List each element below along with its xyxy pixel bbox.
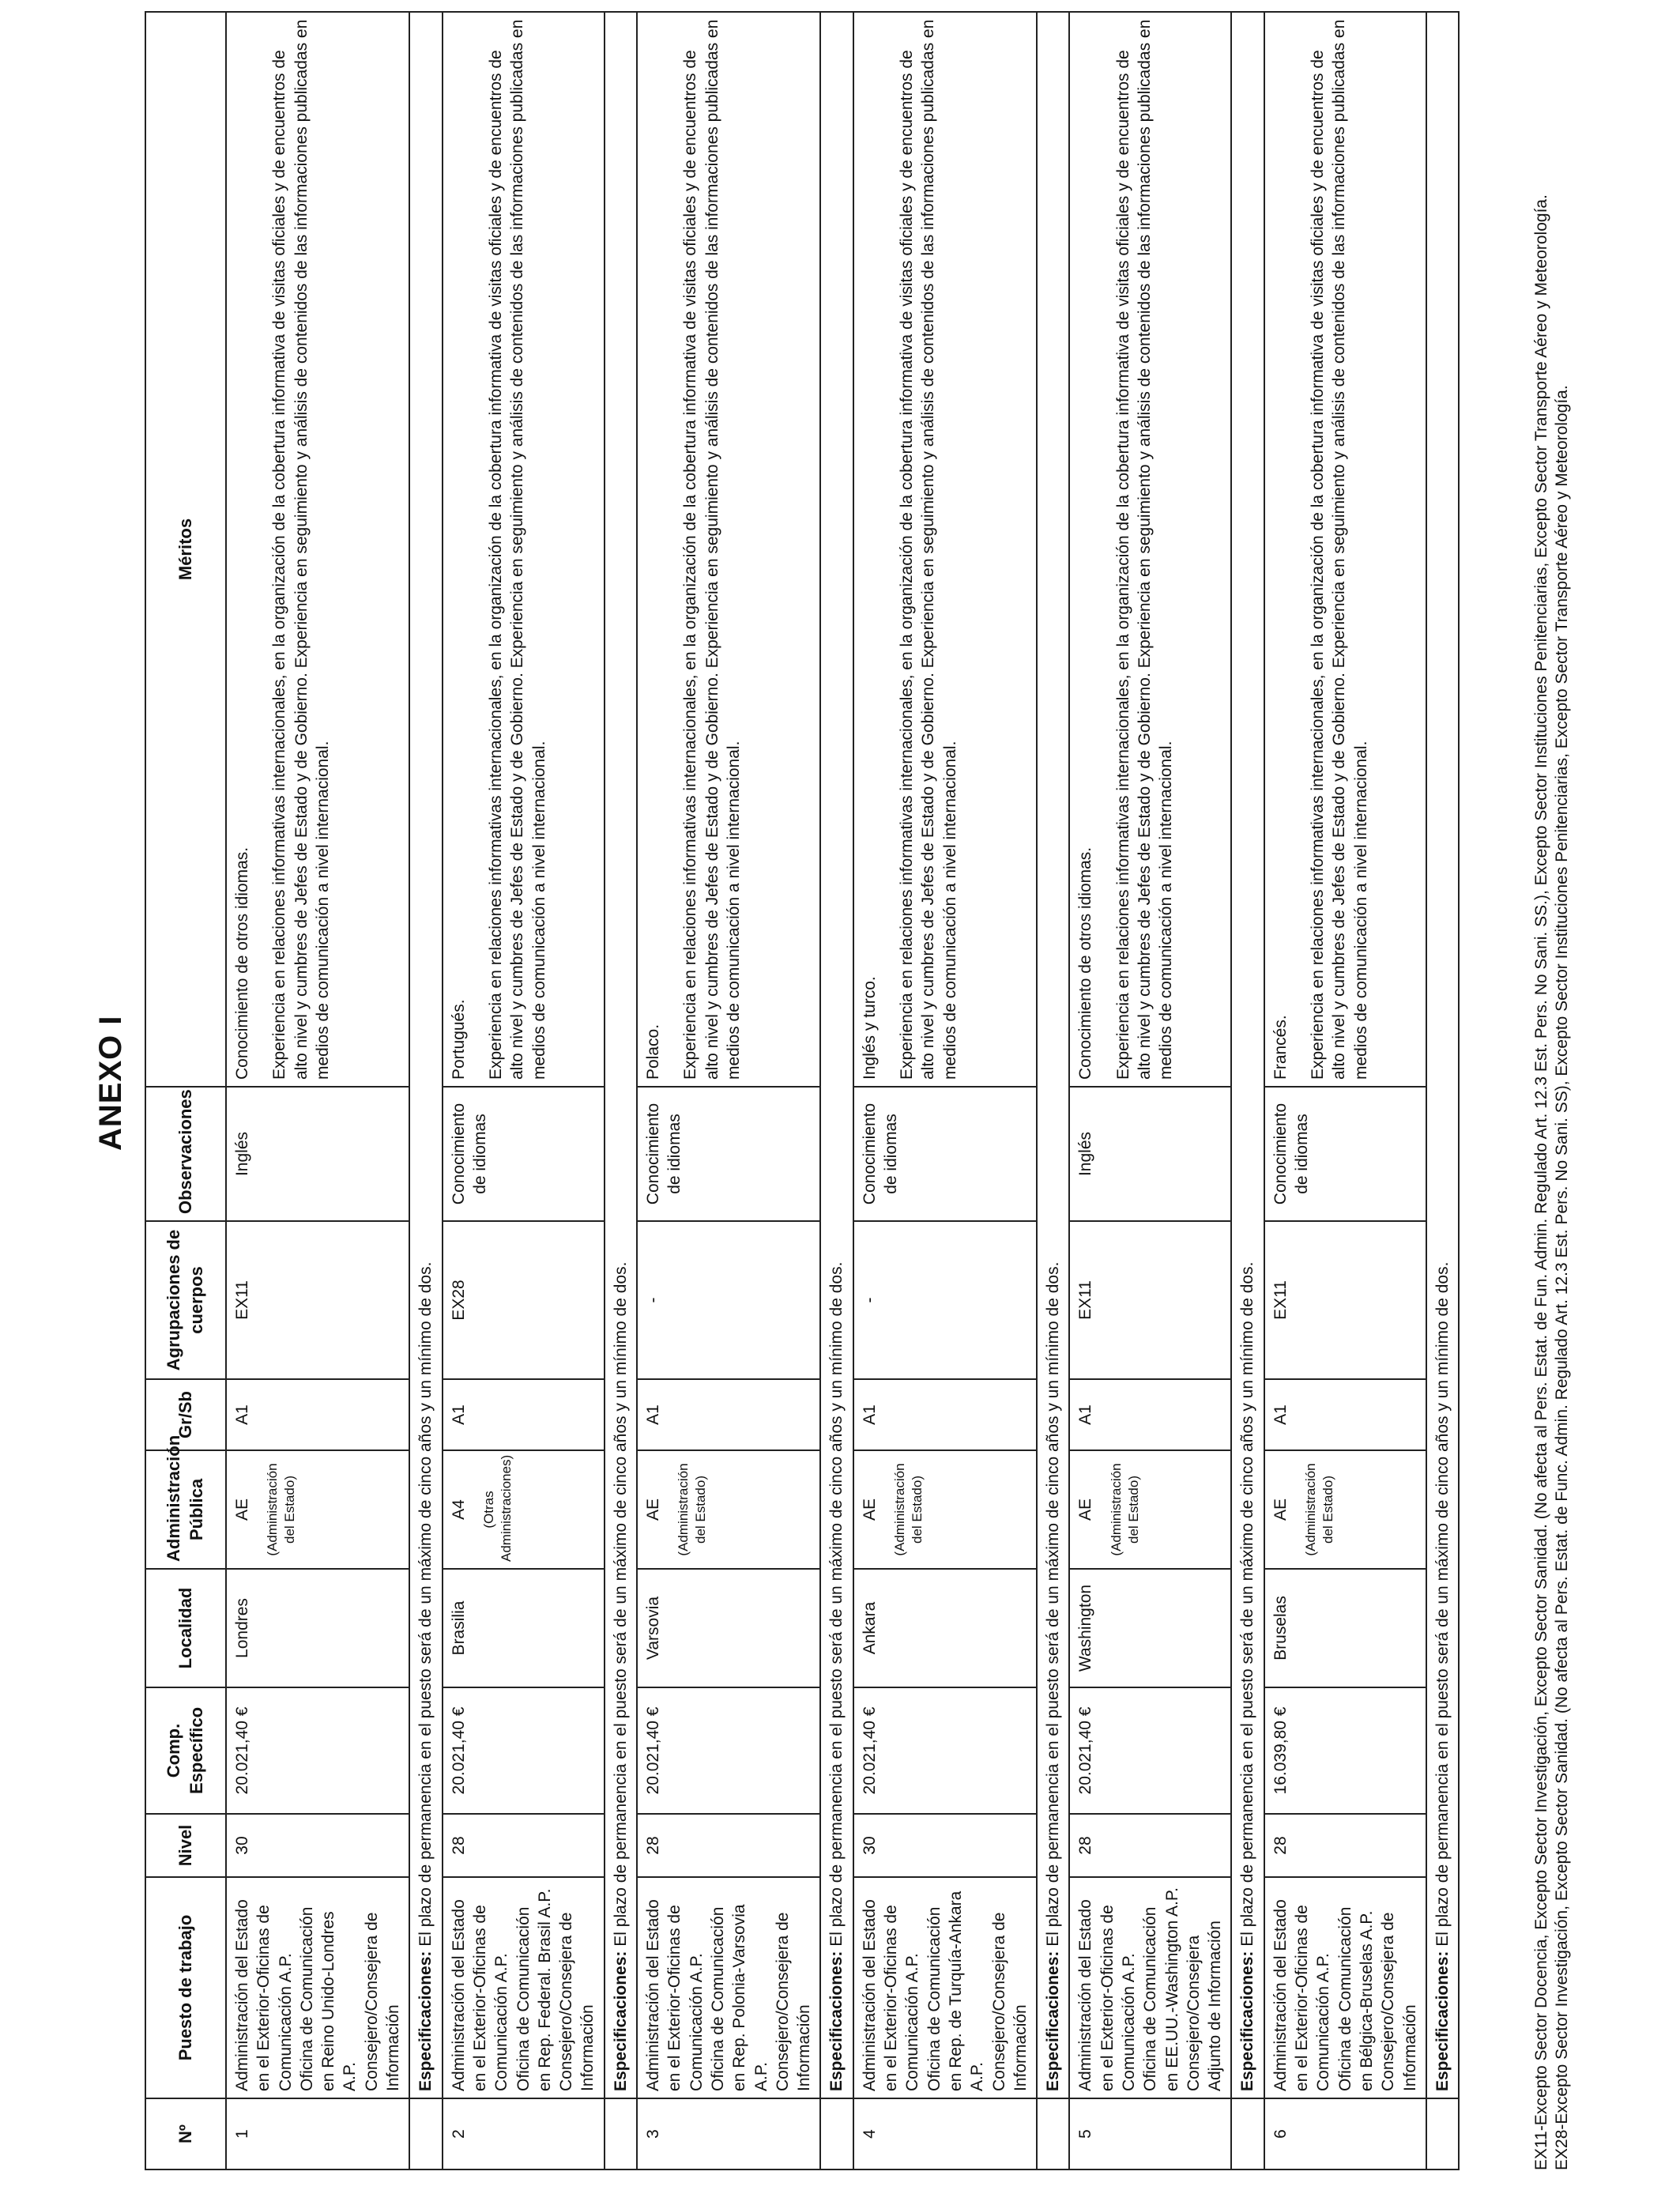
cell-meritos [637,12,820,1087]
cell-puesto [853,1877,1037,2098]
merit-language: Portugués. [449,999,468,1080]
cell-no: 4 [853,2098,1037,2169]
puesto-line-2: Oficina de Comunicación en Rep. de Turquía-Ankara A.P. [925,1891,987,2091]
spec-label: Especificaciones: [416,1951,435,2091]
puesto-line-1: Administración del Estado en el Exterior-Oficinas de Comunicación A.P. [644,1899,706,2091]
spec-row [1037,12,1069,2169]
admin-sub: (Administración del Estado) [265,1463,298,1556]
admin-sub: (Administración del Estado) [1303,1463,1336,1556]
cell-admin [637,1450,820,1569]
cell-localidad: Varsovia [637,1569,820,1687]
puesto-line-1: Administración del Estado en el Exterior-Oficinas de Comunicación A.P. [1076,1899,1138,2091]
header-row [145,12,226,2169]
cell-comp: 20.021,40 € [443,1687,605,1814]
cell-localidad: Ankara [853,1569,1037,1687]
spec-cell [1426,12,1459,2098]
cell-grsb: A1 [853,1379,1037,1450]
cell-obs: Conocimiento de idiomas [853,1087,1037,1221]
admin-code: A4 [449,1499,468,1520]
spec-cell [605,12,637,2098]
cell-meritos [1264,12,1426,1087]
header-obs: Observaciones [145,1087,226,1221]
spec-text: El plazo de permanencia en el puesto será de un máximo de cinco años y un mínimo de dos. [1433,1261,1452,1951]
table-row [637,12,820,2169]
page-title: ANEXO I [93,1015,128,1151]
table-row [443,12,605,2169]
table-row [853,12,1037,2169]
cell-obs: Inglés [1069,1087,1231,1221]
footnote-ex11: EX11-Excepto Sector Docencia, Excepto Sector Investigación, Excepto Sector Sanidad. (No afecta al Pers. Estat. de Fun. Admin. Regulado Art. 12.3 Est. Pers. No Sani. SS.), Excepto Sector Instituciones Penitenciarias, Excepto Sector Transporte Aéreo y Meteorología. [1532,194,1550,2170]
puesto-line-1: Administración del Estado en el Exterior-Oficinas de Comunicación A.P. [1271,1899,1333,2091]
spec-cell [1037,12,1069,2098]
cell-nivel: 28 [637,1814,820,1877]
spec-row [605,12,637,2169]
cell-meritos [226,12,409,1087]
cell-comp: 20.021,40 € [853,1687,1037,1814]
footnote-ex28: EX28-Excepto Sector Investigación, Excepto Sector Sanidad. (No afecta al Pers. Estat. de Func. Admin. Regulado Art. 12.3 Est. Pers. No Sani. SS), Excepto Sector Instituciones Penitenciarias, Excepto Sector Transporte Aéreo y Meteorología. [1553,385,1572,2170]
cell-comp: 20.021,40 € [226,1687,409,1814]
puesto-line-2: Oficina de Comunicación en Rep. Polonia-Varsovia A.P. [708,1904,770,2091]
header-meritos: Méritos [145,12,226,1087]
cell-no: 2 [443,2098,605,2169]
cell-meritos [1069,12,1231,1087]
merit-experience: Experiencia en relaciones informativas internacionales, en la organización de la cobertura informativa de visitas oficiales y de encuentros de alto nivel y cumbres de Jefes de Estado y de Gobierno. Experiencia en seguimiento y análisis de contenidos de las informaciones publicadas en medios de comunicación a nivel internacional. [1113,19,1176,1080]
puesto-line-2: Oficina de Comunicación en Bélgica-Bruselas A.P. [1335,1906,1376,2091]
cell-localidad: Brasilia [443,1569,605,1687]
spec-blank [1426,2098,1459,2169]
puesto-line-1: Administración del Estado en el Exterior-Oficinas de Comunicación A.P. [449,1899,511,2091]
puesto-line-3: Consejero/Consejera de Información [362,1912,403,2091]
admin-code: AE [1271,1498,1290,1521]
admin-code: AE [860,1498,879,1521]
cell-agrup: EX28 [443,1221,605,1379]
cell-agrup: - [853,1221,1037,1379]
header-puesto: Puesto de trabajo [145,1877,226,2098]
spec-row [409,12,442,2169]
puesto-line-3: Consejero/Consejera de Información [557,1912,597,2091]
cell-meritos [853,12,1037,1087]
spec-label: Especificaciones: [1433,1951,1452,2091]
puesto-line-3: Consejero/Consejera de Información [773,1912,814,2091]
cell-nivel: 28 [443,1814,605,1877]
spec-blank [1231,2098,1264,2169]
cell-comp: 20.021,40 € [637,1687,820,1814]
cell-admin [1069,1450,1231,1569]
spec-cell [1231,12,1264,2098]
puesto-line-1: Administración del Estado en el Exterior-Oficinas de Comunicación A.P. [860,1899,922,2091]
header-agrup: Agrupaciones de cuerpos [145,1221,226,1379]
merit-language: Francés. [1271,1015,1290,1080]
cell-grsb: A1 [226,1379,409,1450]
cell-agrup: EX11 [1069,1221,1231,1379]
header-nivel: Nivel [145,1814,226,1877]
spec-label: Especificaciones: [1238,1951,1257,2091]
cell-localidad: Washington [1069,1569,1231,1687]
puesto-line-1: Administración del Estado en el Exterior-Oficinas de Comunicación A.P. [233,1899,295,2091]
cell-obs: Conocimiento de idiomas [637,1087,820,1221]
spec-text: El plazo de permanencia en el puesto será de un máximo de cinco años y un mínimo de dos. [416,1261,435,1951]
spec-label: Especificaciones: [827,1951,846,2091]
cell-agrup: EX11 [1264,1221,1426,1379]
header-localidad: Localidad [145,1569,226,1687]
cell-puesto [1264,1877,1426,2098]
spec-blank [1037,2098,1069,2169]
merit-experience: Experiencia en relaciones informativas internacionales, en la organización de la cobertura informativa de visitas oficiales y de encuentros de alto nivel y cumbres de Jefes de Estado y de Gobierno. Experiencia en seguimiento y análisis de contenidos de las informaciones publicadas en medios de comunicación a nivel internacional. [486,19,548,1080]
header-grsb: Gr/Sb [145,1379,226,1450]
header-admin: Administración Pública [145,1450,226,1569]
table-row [226,12,409,2169]
cell-nivel: 28 [1264,1814,1426,1877]
spec-text: El plazo de permanencia en el puesto será de un máximo de cinco años y un mínimo de dos. [1238,1261,1257,1951]
spec-label: Especificaciones: [611,1951,630,2091]
cell-nivel: 28 [1069,1814,1231,1877]
spec-row [820,12,853,2169]
merit-experience: Experiencia en relaciones informativas internacionales, en la organización de la cobertura informativa de visitas oficiales y de encuentros de alto nivel y cumbres de Jefes de Estado y de Gobierno. Experiencia en seguimiento y análisis de contenidos de las informaciones publicadas en medios de comunicación a nivel internacional. [681,19,743,1080]
cell-grsb: A1 [1264,1379,1426,1450]
puesto-line-2: Oficina de Comunicación en Rep. Federal. Brasil A.P. [514,1888,554,2091]
cell-puesto [637,1877,820,2098]
merit-experience: Experiencia en relaciones informativas internacionales, en la organización de la cobertura informativa de visitas oficiales y de encuentros de alto nivel y cumbres de Jefes de Estado y de Gobierno. Experiencia en seguimiento y análisis de contenidos de las informaciones publicadas en medios de comunicación a nivel internacional. [898,19,959,1080]
merit-language: Inglés y turco. [860,976,879,1080]
cell-no: 1 [226,2098,409,2169]
spec-row [1426,12,1459,2169]
cell-puesto [1069,1877,1231,2098]
cell-obs: Conocimiento de idiomas [1264,1087,1426,1221]
admin-code: AE [233,1498,251,1521]
cell-grsb: A1 [1069,1379,1231,1450]
puesto-line-3: Consejero/Consejera de Información [1379,1912,1419,2091]
cell-admin [226,1450,409,1569]
cell-admin [443,1450,605,1569]
cell-no: 6 [1264,2098,1426,2169]
cell-obs: Conocimiento de idiomas [443,1087,605,1221]
spec-text: El plazo de permanencia en el puesto será de un máximo de cinco años y un mínimo de dos. [827,1261,846,1951]
admin-sub: (Administración del Estado) [892,1463,925,1556]
puesto-line-3: Consejero/Consejera Adjunto de Información [1184,1921,1225,2091]
spec-blank [820,2098,853,2169]
cell-localidad: Londres [226,1569,409,1687]
cell-admin [853,1450,1037,1569]
spec-label: Especificaciones: [1044,1951,1063,2091]
cell-puesto [226,1877,409,2098]
admin-sub: (Otras Administraciones) [480,1454,514,1562]
admin-code: AE [644,1498,663,1521]
cell-no: 3 [637,2098,820,2169]
spec-cell [820,12,853,2098]
cell-agrup: - [637,1221,820,1379]
cell-localidad: Bruselas [1264,1569,1426,1687]
cell-nivel: 30 [853,1814,1037,1877]
admin-sub: (Administración del Estado) [676,1463,709,1556]
header-no: Nº [145,2098,226,2169]
annex-table [145,11,1460,2170]
cell-puesto [443,1877,605,2098]
cell-grsb: A1 [637,1379,820,1450]
header-comp: Comp. Específico [145,1687,226,1814]
table-body [226,12,1459,2169]
table-row [1264,12,1426,2169]
spec-cell [409,12,442,2098]
cell-admin [1264,1450,1426,1569]
spec-text: El plazo de permanencia en el puesto será de un máximo de cinco años y un mínimo de dos. [1044,1261,1063,1951]
spec-blank [605,2098,637,2169]
cell-agrup: EX11 [226,1221,409,1379]
cell-grsb: A1 [443,1379,605,1450]
spec-row [1231,12,1264,2169]
puesto-line-3: Consejero/Consejera de Información [989,1912,1030,2091]
footnotes [1531,194,1573,2170]
puesto-line-2: Oficina de Comunicación en EE.UU.-Washington A.P. [1141,1887,1181,2091]
puesto-line-2: Oficina de Comunicación en Reino Unido-Londres A.P. [297,1906,360,2091]
cell-comp: 16.039,80 € [1264,1687,1426,1814]
spec-text: El plazo de permanencia en el puesto será de un máximo de cinco años y un mínimo de dos. [611,1261,630,1951]
table-row [1069,12,1231,2169]
cell-meritos [443,12,605,1087]
cell-no: 5 [1069,2098,1231,2169]
merit-experience: Experiencia en relaciones informativas internacionales, en la organización de la cobertura informativa de visitas oficiales y de encuentros de alto nivel y cumbres de Jefes de Estado y de Gobierno. Experiencia en seguimiento y análisis de contenidos de las informaciones publicadas en medios de comunicación a nivel internacional. [1309,19,1370,1080]
admin-sub: (Administración del Estado) [1108,1463,1141,1556]
admin-code: AE [1076,1498,1095,1521]
cell-nivel: 30 [226,1814,409,1877]
merit-experience: Experiencia en relaciones informativas internacionales, en la organización de la cobertura informativa de visitas oficiales y de encuentros de alto nivel y cumbres de Jefes de Estado y de Gobierno. Experiencia en seguimiento y análisis de contenidos de las informaciones publicadas en medios de comunicación a nivel internacional. [270,19,332,1080]
merit-language: Conocimiento de otros idiomas. [233,846,251,1080]
spec-blank [409,2098,442,2169]
cell-comp: 20.021,40 € [1069,1687,1231,1814]
merit-language: Conocimiento de otros idiomas. [1076,846,1095,1080]
merit-language: Polaco. [644,1023,663,1080]
cell-obs: Inglés [226,1087,409,1221]
